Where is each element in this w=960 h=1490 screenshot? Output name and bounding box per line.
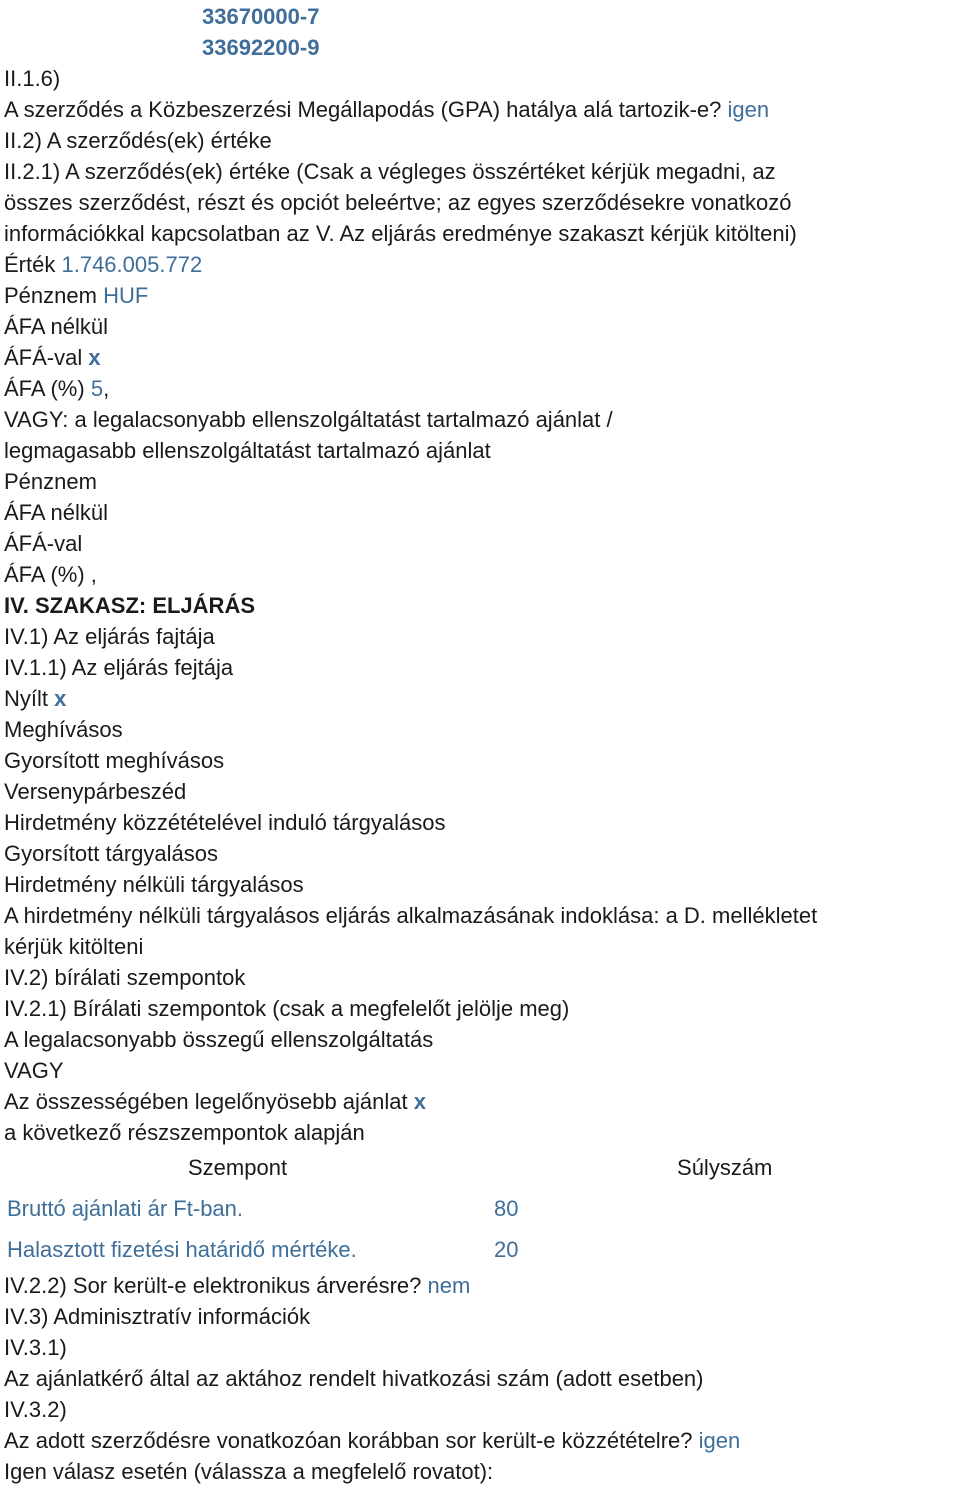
penznem-value: HUF — [103, 283, 149, 308]
ii21-line: információkkal kapcsolatban az V. Az eljárás eredménye szakaszt kérjük kitölteni) — [4, 221, 797, 246]
afa-pct-suffix: , — [103, 376, 110, 401]
igen-valasz-label: Igen válasz esetén (válassza a megfelelő rovatot): — [4, 1459, 494, 1484]
iv22-answer: nem — [427, 1273, 471, 1298]
weight-cell: 20 — [494, 1236, 519, 1262]
osszessegeben-line — [4, 1086, 956, 1117]
osszessegeben-mark: x — [413, 1089, 426, 1114]
iv31-text: Az ajánlatkérő által az aktához rendelt hivatkozási szám (adott esetben) — [4, 1366, 704, 1391]
afa-val-label: ÁFÁ-val — [4, 345, 83, 370]
cpv-code: 33692200-9 — [202, 35, 320, 60]
criteria-table — [4, 1148, 956, 1270]
nyilt-line — [4, 683, 956, 714]
iv32-label: IV.3.2) — [4, 1397, 67, 1422]
legalacsonyabb-label: A legalacsonyabb összegű ellenszolgáltatás — [4, 1027, 434, 1052]
penznem2-label: Pénznem — [4, 469, 97, 494]
criteria-cell: Halasztott fizetési határidő mértéke. — [7, 1236, 357, 1262]
procedure-type: Versenypárbeszéd — [4, 779, 187, 804]
ii21-line: összes szerződést, részt és opciót beleértve; az egyes szerződésekre vonatkozó — [4, 190, 792, 215]
gpa-question: A szerződés a Közbeszerzési Megállapodás (GPA) hatálya alá tartozik-e? — [4, 97, 722, 122]
vagy-label: VAGY — [4, 1058, 64, 1083]
nyilt-label: Nyílt — [4, 686, 48, 711]
afa-pct-line — [4, 373, 956, 404]
iv22-line — [4, 1270, 956, 1301]
cpv-code: 33670000-7 — [202, 4, 320, 29]
gpa-line — [4, 94, 956, 125]
procedure-type: Meghívásos — [4, 717, 123, 742]
afa-pct-label: ÁFA (%) — [4, 376, 85, 401]
table-row — [4, 1229, 956, 1270]
criteria-header-weight: Súlyszám — [677, 1155, 773, 1180]
ertek-line — [4, 249, 956, 280]
penznem-label: Pénznem — [4, 283, 97, 308]
document-page — [4, 0, 956, 1487]
afa-nelkul-label: ÁFA nélkül — [4, 314, 108, 339]
ertek-value: 1.746.005.772 — [61, 252, 203, 277]
iv2-label: IV.2) bírálati szempontok — [4, 965, 246, 990]
procedure-type: Gyorsított meghívásos — [4, 748, 225, 773]
iv32-line — [4, 1425, 956, 1456]
afa-val-mark: x — [88, 345, 101, 370]
afa-pct2-label: ÁFA (%) , — [4, 562, 97, 587]
osszessegeben-label: Az összességében legelőnyösebb ajánlat — [4, 1089, 408, 1114]
procedure-type: Hirdetmény közzétételével induló tárgyalásos — [4, 810, 446, 835]
afa-pct-value: 5 — [90, 376, 104, 401]
criteria-header-criterion: Szempont — [188, 1155, 288, 1180]
procedure-type: Gyorsított tárgyalásos — [4, 841, 218, 866]
table-row — [4, 1188, 956, 1229]
iv32-question: Az adott szerződésre vonatkozóan korábban sor került-e közzétételre? — [4, 1428, 693, 1453]
indoklas-line: kérjük kitölteni — [4, 934, 144, 959]
indoklas-line: A hirdetmény nélküli tárgyalásos eljárás alkalmazásának indoklása: a D. mellékletet — [4, 903, 818, 928]
iv3-label: IV.3) Adminisztratív információk — [4, 1304, 311, 1329]
iv21-label: IV.2.1) Bírálati szempontok (csak a megfelelőt jelölje meg) — [4, 996, 570, 1021]
criteria-cell: Bruttó ajánlati ár Ft-ban. — [7, 1195, 244, 1221]
ii16-label: II.1.6) — [4, 66, 61, 91]
afa-val2-label: ÁFÁ-val — [4, 531, 83, 556]
vagy-line: legmagasabb ellenszolgáltatást tartalmazó ajánlat — [4, 438, 491, 463]
afa-val-line — [4, 342, 956, 373]
afa-nelkul2-label: ÁFA nélkül — [4, 500, 108, 525]
ii2-label: II.2) A szerződés(ek) értéke — [4, 128, 272, 153]
weight-cell: 80 — [494, 1195, 519, 1221]
section4-heading: IV. SZAKASZ: ELJÁRÁS — [4, 593, 256, 618]
vagy-line: VAGY: a legalacsonyabb ellenszolgáltatást tartalmazó ajánlat / — [4, 407, 613, 432]
iv32-answer: igen — [698, 1428, 741, 1453]
reszszempontok-label: a következő részszempontok alapján — [4, 1120, 365, 1145]
procedure-type: Hirdetmény nélküli tárgyalásos — [4, 872, 304, 897]
ertek-label: Érték — [4, 252, 56, 277]
gpa-answer: igen — [727, 97, 770, 122]
penznem-line — [4, 280, 956, 311]
nyilt-mark: x — [54, 686, 67, 711]
iv22-question: IV.2.2) Sor került-e elektronikus árverésre? — [4, 1273, 422, 1298]
criteria-header-row — [4, 1148, 956, 1188]
iv11-label: IV.1.1) Az eljárás fejtája — [4, 655, 234, 680]
ii21-line: II.2.1) A szerződés(ek) értéke (Csak a végleges összértéket kérjük megadni, az — [4, 159, 776, 184]
iv31-label: IV.3.1) — [4, 1335, 67, 1360]
iv1-label: IV.1) Az eljárás fajtája — [4, 624, 215, 649]
